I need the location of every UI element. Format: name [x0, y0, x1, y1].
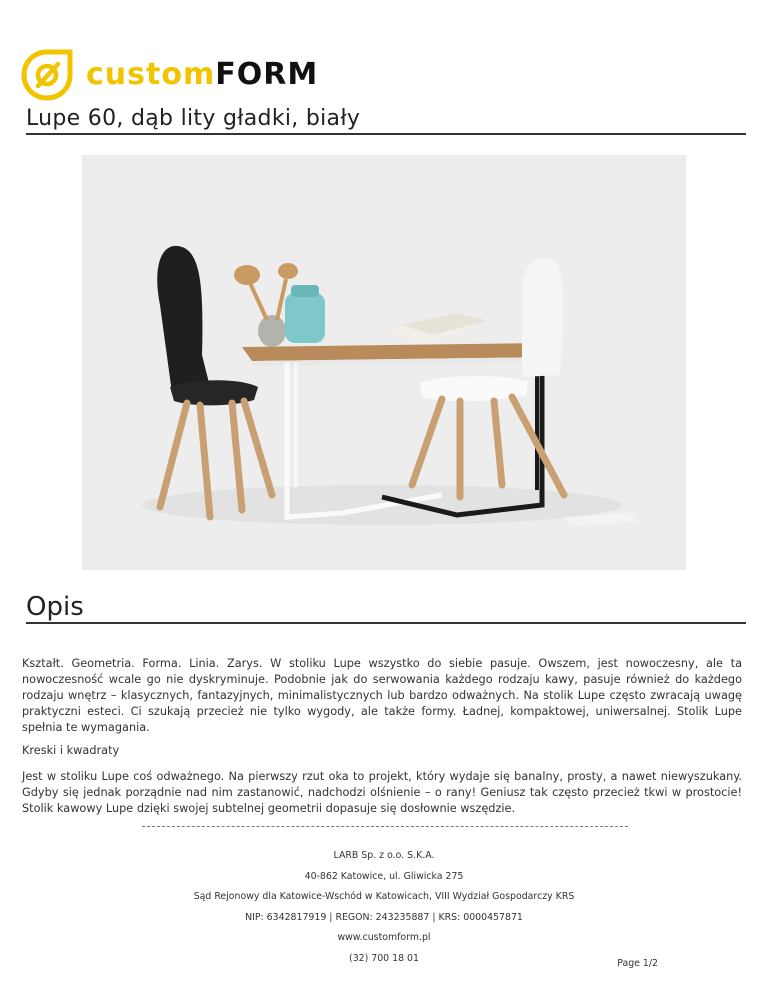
- company-website: www.customform.pl: [337, 932, 431, 943]
- leaf-logo-icon: [20, 48, 74, 102]
- description-heading: Opis: [26, 592, 746, 624]
- company-ids: NIP: 6342817919 | REGON: 243235887 | KRS: 0000457871: [245, 911, 523, 923]
- description-paragraph: Kształt. Geometria. Forma. Linia. Zarys. W stoliku Lupe wszystko do siebie pasuje. Owszem, jest nowoczesny, ale ta nowoczesność wcale go nie dyskryminuje. Podobnie jak do serwowania każdego rodzaju kawy, pasuje również do każdego rodzaju wnętrz – klasycznych, fantazyjnych, minimalistycznych lub bardzo odważnych. Na stolik Lupe często zwracają uwagę praktyczni esteci. Ci szukają przecież nie tylko wygody, ale także formy. Ładnej, kompaktowej, uniwersalnej. Stolik Lupe spełnia te wymagania.: [22, 657, 742, 734]
- footer-divider: [142, 826, 628, 827]
- product-photo: [82, 155, 686, 570]
- page-number: Page 1/2: [617, 958, 658, 969]
- brand-name-part1: custom: [86, 57, 216, 92]
- description-paragraph: Jest w stoliku Lupe coś odważnego. Na pierwszy rzut oka to projekt, który wydaje się banalny, prosty, a nawet niewyszukany. Gdyby się jednak porządnie nad nim zastanowić, nadchodzi olśnienie – o rany! Geniusz tak często przecież tkwi w prostocie! Stolik kawowy Lupe dzięki swojej subtelnej geometrii dopasuje się dosłownie wszędzie.: [22, 770, 742, 815]
- company-phone: (32) 700 18 01: [349, 952, 419, 964]
- product-photo-illustration: [82, 155, 686, 570]
- description-subheading: Kreski i kwadraty: [22, 744, 120, 757]
- company-footer: [0, 846, 768, 969]
- company-name: LARB Sp. z o.o. S.K.A.: [333, 850, 435, 861]
- brand-logo: [20, 48, 318, 102]
- brand-name-part2: FORM: [215, 57, 319, 92]
- brand-wordmark: [86, 57, 319, 92]
- company-address: 40-862 Katowice, ul. Gliwicka 275: [304, 870, 464, 882]
- product-title: Lupe 60, dąb lity gładki, biały: [26, 106, 746, 135]
- company-court: Sąd Rejonowy dla Katowice-Wschód w Katowicach, VIII Wydział Gospodarczy KRS: [193, 891, 575, 902]
